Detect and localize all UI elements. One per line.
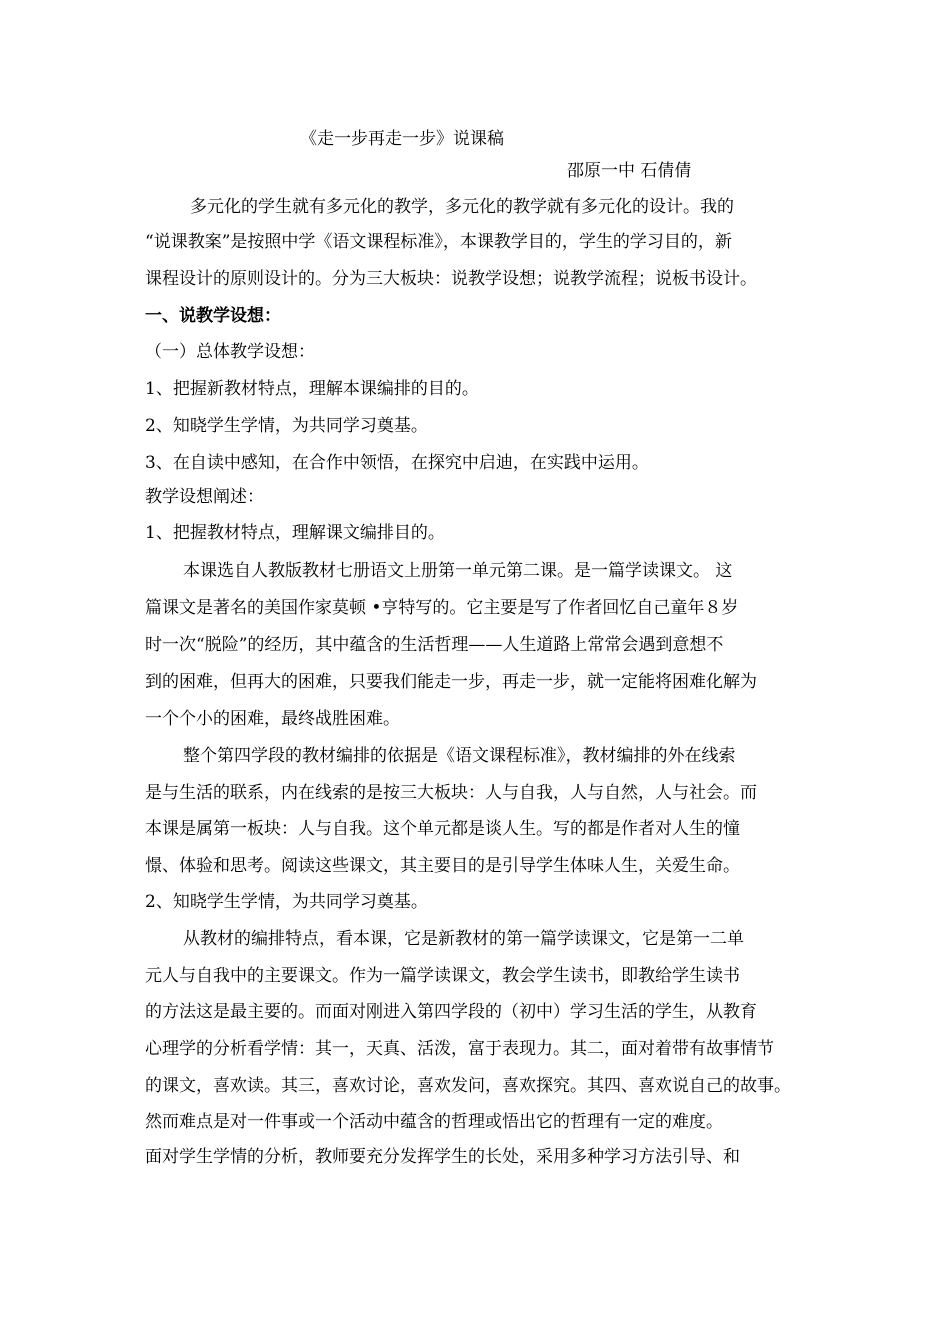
list-item: 3、在自读中感知，在合作中领悟，在探究中启迪，在实践中运用。: [145, 453, 649, 473]
paragraph-line: 多元化的学生就有多元化的教学，多元化的教学就有多元化的设计。我的: [190, 197, 734, 217]
paragraph-line: 然而难点是对一件事或一个活动中蕴含的哲理或悟出它的哲理有一定的难度。: [145, 1112, 723, 1132]
section-heading: 一、说教学设想：: [145, 306, 281, 326]
list-item: 1、把握教材特点，理解课文编排目的。: [145, 523, 445, 543]
paragraph-line: 面对学生学情的分析，教师要充分发挥学生的长处，采用多种学习方法引导、和: [145, 1147, 740, 1167]
paragraph-line: 的课文，喜欢读。其三，喜欢讨论，喜欢发问，喜欢探究。其四、喜欢说自己的故事。: [145, 1076, 791, 1096]
paragraph-line: 憬、体验和思考。阅读这些课文，其主要目的是引导学生体味人生，关爱生命。: [145, 856, 740, 876]
paragraph-line: 时一次“脱险”的经历，其中蕴含的生活哲理——人生道路上常常会遇到意想不: [145, 635, 724, 655]
list-item: 1、把握新教材特点，理解本课编排的目的。: [145, 379, 479, 399]
subsection-heading: 教学设想阐述：: [145, 487, 264, 507]
list-item: 2、知晓学生学情，为共同学习奠基。: [145, 892, 428, 912]
paragraph-line: 是与生活的联系，内在线索的是按三大板块：人与自我，人与自然，人与社会。而: [145, 783, 757, 803]
document-author: 邵原一中 石倩倩: [567, 161, 692, 181]
paragraph-line: 课程设计的原则设计的。分为三大板块：说教学设想；说教学流程；说板书设计。: [145, 269, 757, 289]
paragraph-line: 心理学的分析看学情：其一，天真、活泼，富于表现力。其二，面对着带有故事情节: [145, 1039, 774, 1059]
paragraph-line: 整个第四学段的教材编排的依据是《语文课程标准》，教材编排的外在线索: [183, 746, 736, 766]
paragraph-line: 到的困难，但再大的困难，只要我们能走一步，再走一步，就一定能将困难化解为: [145, 672, 757, 692]
paragraph-line: 一个个小的困难，最终战胜困难。: [145, 709, 400, 729]
list-item: 2、知晓学生学情，为共同学习奠基。: [145, 416, 428, 436]
paragraph-line: 从教材的编排特点，看本课，它是新教材的第一篇学读课文，它是第一二单: [183, 929, 744, 949]
document-title: 《走一步再走一步》说课稿: [300, 129, 504, 149]
paragraph-line: 本课选自人教版教材七册语文上册第一单元第二课。是一篇学读课文。 这: [183, 561, 733, 581]
paragraph-line: 篇课文是著名的美国作家莫顿 •亨特写的。它主要是写了作者回忆自己童年８岁: [145, 598, 739, 618]
paragraph-line: “说课教案”是按照中学《语文课程标准》，本课教学目的，学生的学习目的，新: [145, 232, 732, 252]
paragraph-line: 的方法这是最主要的。而面对刚进入第四学段的（初中）学习生活的学生，从教育: [145, 1002, 757, 1022]
paragraph-line: 元人与自我中的主要课文。作为一篇学读课文，教会学生读书，即教给学生读书: [145, 966, 740, 986]
paragraph-line: 本课是属第一板块：人与自我。这个单元都是谈人生。写的都是作者对人生的憧: [145, 819, 740, 839]
subsection-heading: （一）总体教学设想：: [145, 342, 315, 362]
